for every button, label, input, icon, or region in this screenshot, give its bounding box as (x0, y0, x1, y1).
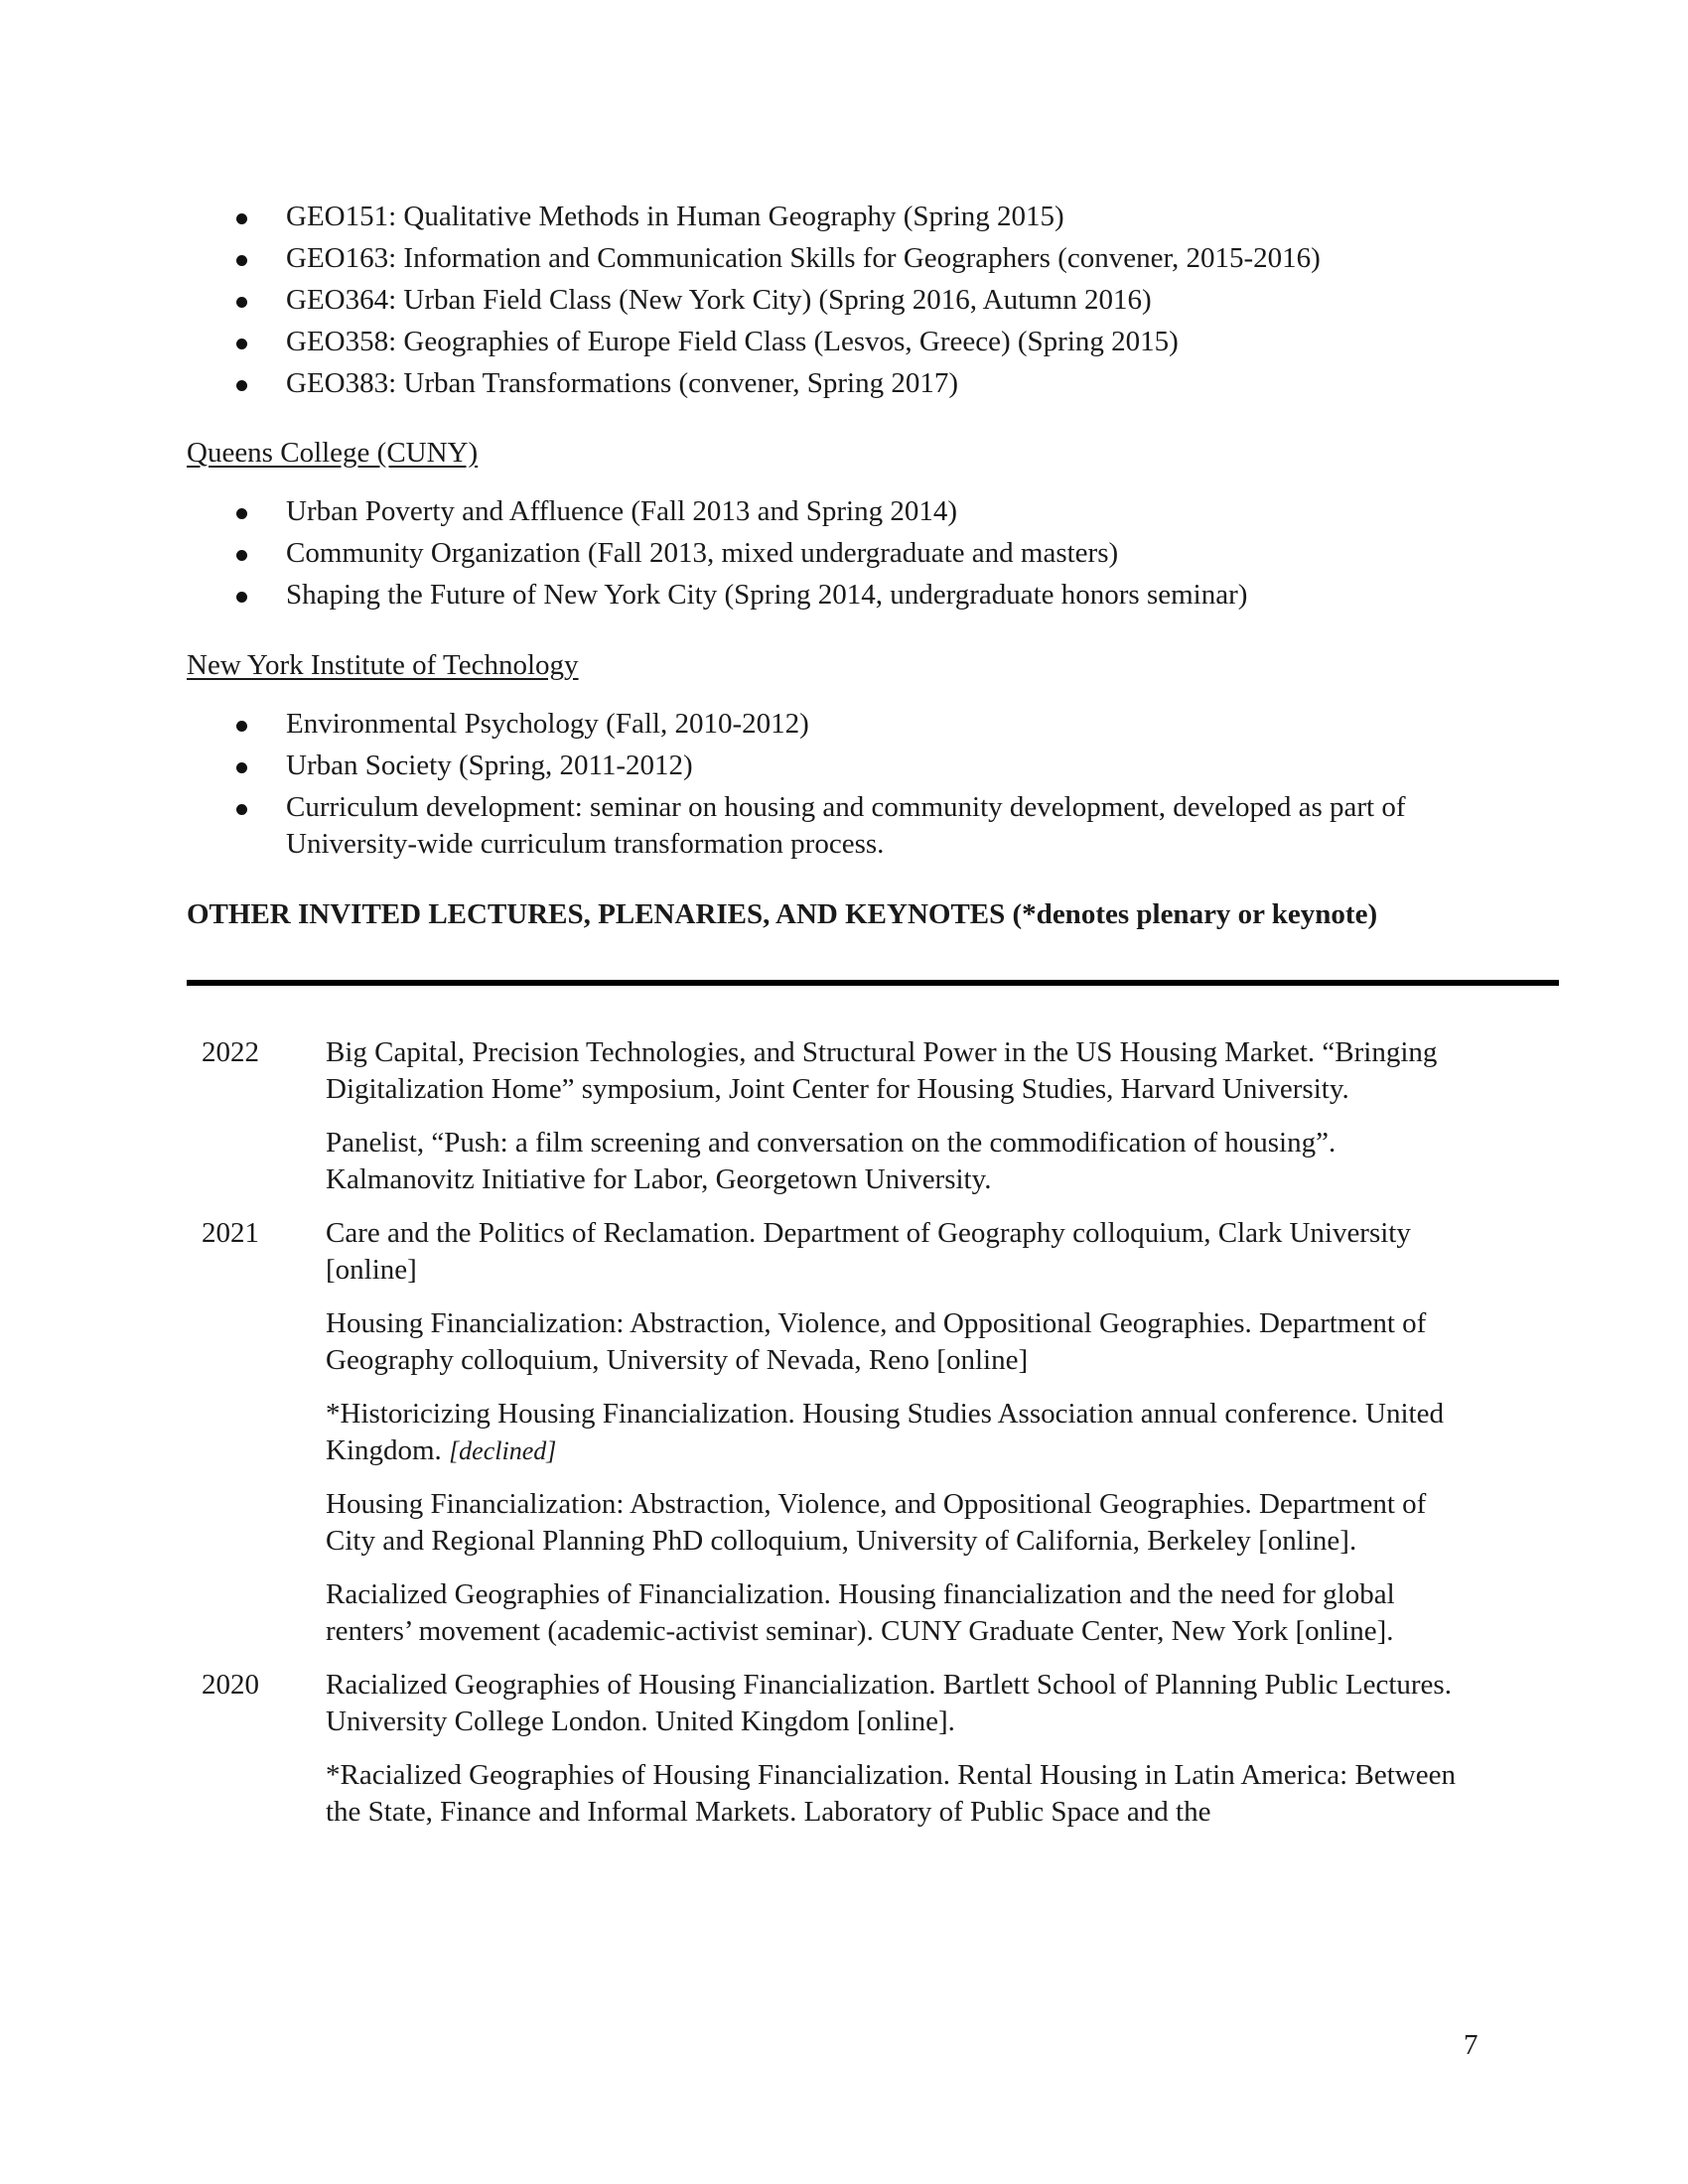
course-item: Urban Poverty and Affluence (Fall 2013 and Spring 2014) (187, 493, 1557, 530)
lecture-text: Panelist, “Push: a film screening and conversation on the commodification of housing”. Kalmanovitz Initiative for Labor, Georgetown University. (326, 1127, 1336, 1195)
lecture-entry (326, 1667, 1458, 1740)
year-group (187, 1215, 1477, 1650)
year-label: 2022 (202, 1036, 259, 1068)
lecture-entry (326, 1125, 1458, 1198)
lecture-text: Housing Financialization: Abstraction, Violence, and Oppositional Geographies. Department of City and Regional Planning PhD colloquium, University of California, Berkeley [online]. (326, 1488, 1427, 1557)
course-item: Curriculum development: seminar on housing and community development, developed as part of University-wide curriculum transformation process. (187, 789, 1458, 863)
sheffield-course-list (187, 199, 1557, 407)
lecture-text: Racialized Geographies of Financialization. Housing financialization and the need for global renters’ movement (academic-activist seminar). CUNY Graduate Center, New York [online]. (326, 1578, 1395, 1647)
nyit-heading: New York Institute of Technology (187, 649, 579, 681)
queens-college-heading: Queens College (CUNY) (187, 437, 479, 469)
course-item: GEO383: Urban Transformations (convener, Spring 2017) (187, 365, 1557, 402)
year-label: 2021 (202, 1217, 259, 1249)
course-item: GEO151: Qualitative Methods in Human Geography (Spring 2015) (187, 199, 1557, 235)
lecture-entry (326, 1034, 1458, 1108)
lecture-text: *Historicizing Housing Financialization. Housing Studies Association annual conference. United Kingdom. (326, 1398, 1444, 1466)
lectures-list (187, 1034, 1477, 1847)
lecture-text: Housing Financialization: Abstraction, Violence, and Oppositional Geographies. Department of Geography colloquium, University of Nevada, Reno [online] (326, 1307, 1427, 1376)
lecture-entry (326, 1576, 1458, 1650)
page-number: 7 (1464, 2029, 1478, 2061)
lecture-text: *Racialized Geographies of Housing Financialization. Rental Housing in Latin America: Between the State, Finance and Informal Markets. Laboratory of Public Space and the (326, 1759, 1456, 1828)
nyit-course-list (187, 706, 1458, 868)
course-item: Shaping the Future of New York City (Spring 2014, undergraduate honors seminar) (187, 577, 1557, 614)
section-heading: OTHER INVITED LECTURES, PLENARIES, AND KEYNOTES (*denotes plenary or keynote) (187, 898, 1378, 930)
section-divider (187, 980, 1559, 986)
lecture-entry (326, 1305, 1458, 1379)
lecture-entry (326, 1486, 1458, 1560)
course-item: Community Organization (Fall 2013, mixed undergraduate and masters) (187, 535, 1557, 572)
course-item: GEO364: Urban Field Class (New York City) (Spring 2016, Autumn 2016) (187, 282, 1557, 319)
lecture-note: [declined] (449, 1436, 557, 1465)
queens-course-list (187, 493, 1557, 618)
course-item: Environmental Psychology (Fall, 2010-2012) (187, 706, 1458, 743)
course-item: GEO358: Geographies of Europe Field Class (Lesvos, Greece) (Spring 2015) (187, 324, 1557, 360)
year-label: 2020 (202, 1669, 259, 1701)
year-group (187, 1667, 1477, 1831)
lecture-text: Big Capital, Precision Technologies, and Structural Power in the US Housing Market. “Bringing Digitalization Home” symposium, Joint Center for Housing Studies, Harvard University. (326, 1036, 1438, 1105)
course-item: Urban Society (Spring, 2011-2012) (187, 748, 1458, 784)
lecture-entry (326, 1396, 1458, 1469)
lecture-entry (326, 1215, 1458, 1289)
lecture-entry (326, 1757, 1458, 1831)
course-item: GEO163: Information and Communication Skills for Geographers (convener, 2015-2016) (187, 240, 1557, 277)
year-group (187, 1034, 1477, 1198)
lecture-text: Racialized Geographies of Housing Financialization. Bartlett School of Planning Public Lectures. University College London. United Kingdom [online]. (326, 1669, 1452, 1737)
lecture-text: Care and the Politics of Reclamation. Department of Geography colloquium, Clark University [online] (326, 1217, 1411, 1286)
